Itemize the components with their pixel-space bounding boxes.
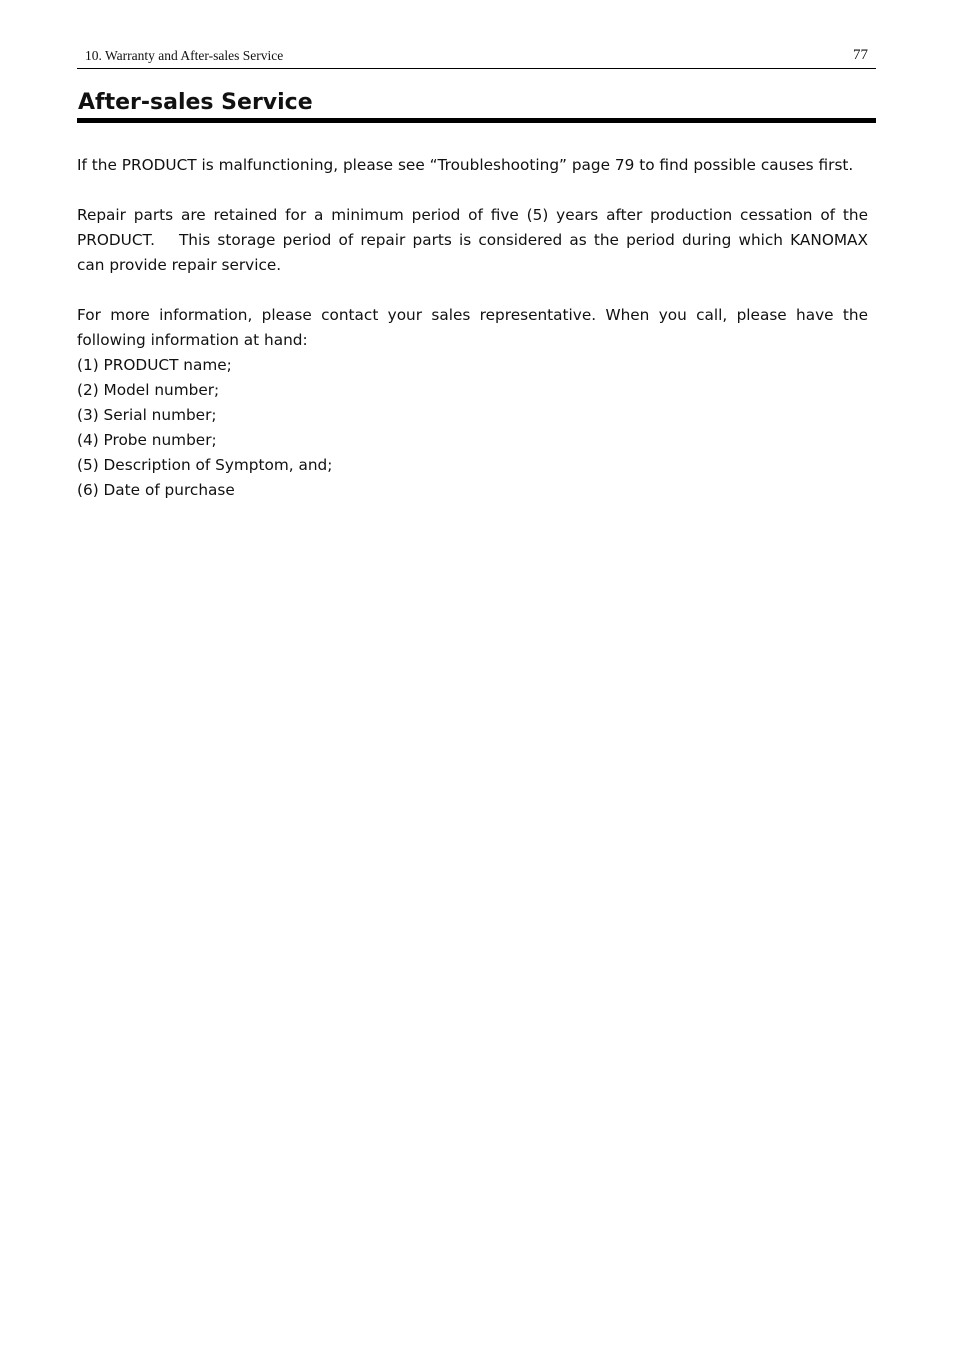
running-header [77,46,876,69]
title-underline [77,118,876,123]
list-item: (6) Date of purchase [77,481,235,499]
repair-parts-sentence-1: Repair parts are retained for a minimum period of five (5) years after production cessation of the PRODUCT. [77,206,868,249]
repair-parts-paragraph [77,203,868,278]
section-title: After-sales Service [78,90,313,115]
list-item: (4) Probe number; [77,431,217,449]
list-item: (1) PRODUCT name; [77,356,232,374]
repair-parts-sentence-2: This storage period of repair parts is considered as the period during which KANOMAX can provide repair service. [77,231,868,274]
chapter-title: 10. Warranty and After-sales Service [85,48,284,63]
troubleshooting-paragraph: If the PRODUCT is malfunctioning, please see “Troubleshooting” page 79 to find possible causes first. [77,156,854,174]
body-text [77,153,868,503]
list-item: (5) Description of Symptom, and; [77,456,333,474]
list-item: (3) Serial number; [77,406,217,424]
page-number: 77 [853,47,868,63]
required-info-list [77,353,868,503]
list-item: (2) Model number; [77,381,220,399]
contact-paragraph: For more information, please contact your sales representative. When you call, please have the following information at hand: [77,306,868,349]
